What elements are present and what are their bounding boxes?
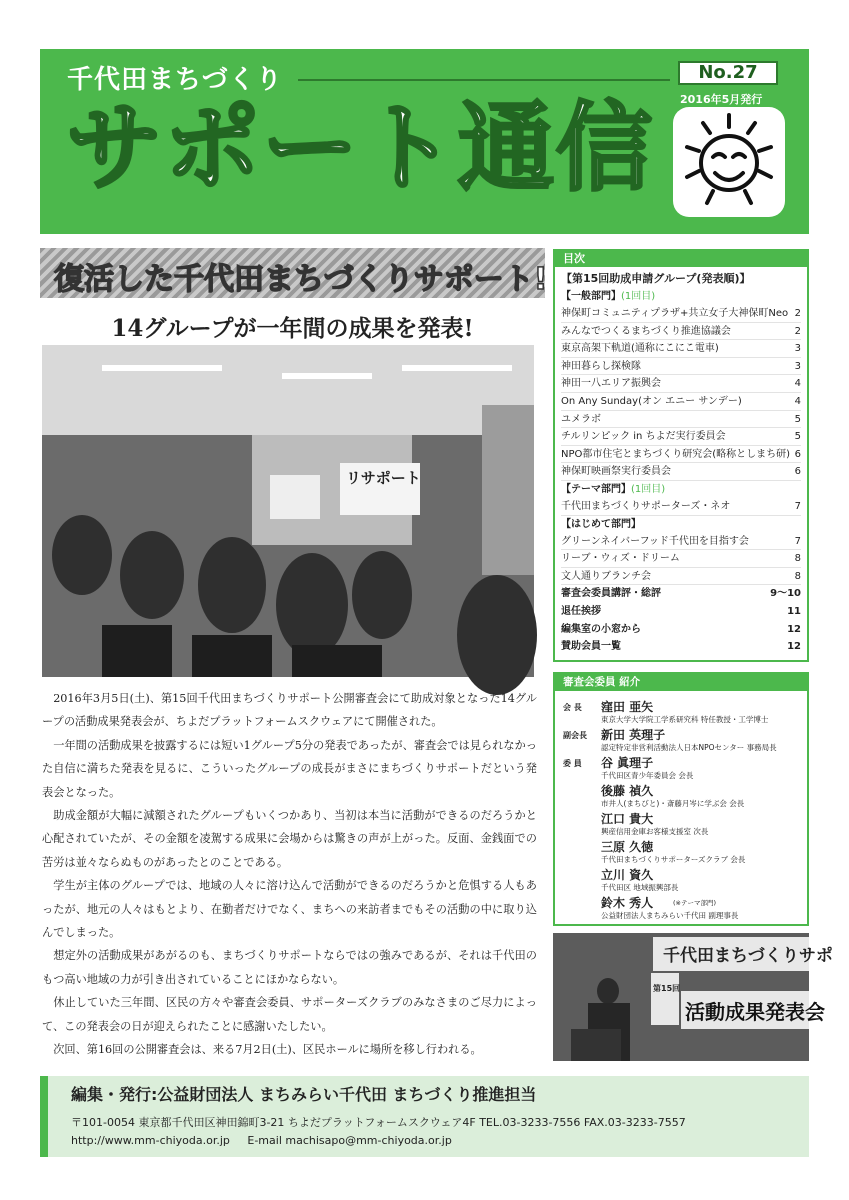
website-link[interactable]: http://www.mm-chiyoda.or.jp — [71, 1134, 230, 1147]
feature-banner — [40, 248, 548, 298]
toc-item-page: 2 — [794, 308, 801, 319]
toc-item[interactable] — [561, 411, 801, 429]
member-affiliation: 千代田区青少年委員会 会長 — [601, 771, 694, 780]
toc-item-page: 7 — [794, 535, 801, 547]
member-affiliation: 興産信用金庫お客様支援室 次長 — [601, 827, 709, 836]
table-of-contents — [553, 249, 809, 662]
toc-item-page: 8 — [794, 570, 801, 582]
toc-item-page: 4 — [794, 395, 801, 407]
toc-item[interactable] — [561, 375, 801, 393]
toc-item-page: 2 — [794, 325, 801, 337]
email-link[interactable]: E-mail machisapo@mm-chiyoda.or.jp — [247, 1134, 452, 1147]
toc-item-name: NPO都市住宅とまちづくり研究会(略称としまち研) — [561, 448, 791, 460]
speaker-scene-illustration — [553, 933, 833, 1061]
toc-item[interactable] — [561, 568, 801, 586]
event-photo — [42, 345, 534, 677]
toc-item[interactable] — [561, 638, 801, 656]
photo-sign-side: 第15回 — [653, 984, 681, 993]
article-paragraph: 学生が主体のグループでは、地域の人々に溶け込んで活動ができるのだろうかと危惧する人もあったが、地元の人々はもとより、在勤者だけでなく、まちへの来訪者までもその活動の中に取り込んでしまった。 — [42, 879, 537, 940]
toc-item-name: 文人通りブランチ会 — [561, 570, 651, 582]
photo-sign-top: 千代田まちづくりサポ — [663, 946, 833, 966]
toc-item-name: 東京高架下軌道(通称にこにこ電車) — [561, 343, 719, 355]
toc-section-first — [561, 516, 801, 533]
member-affiliation: 千代田区 地域振興部長 — [601, 883, 679, 892]
toc-item-name: みんなでつくるまちづくり推進協議会 — [561, 325, 731, 337]
toc-section-label: 【はじめて部門】 — [561, 518, 641, 530]
member-affiliation: 千代田まちづくりサポーターズクラブ 会長 — [601, 855, 746, 864]
toc-item-name: 編集室の小窓から — [561, 623, 641, 635]
toc-item-page: 6 — [794, 466, 801, 478]
toc-section-general — [561, 288, 801, 305]
toc-item[interactable] — [561, 550, 801, 568]
article-paragraph: 次回、第16回の公開審査会は、来る7月2日(土)、区民ホールに場所を移し行われる。 — [53, 1043, 482, 1057]
toc-item[interactable] — [561, 340, 801, 358]
toc-item-page: 5 — [794, 431, 801, 443]
toc-item[interactable] — [561, 585, 801, 603]
issue-number: No.27 — [678, 61, 778, 85]
member-affiliation: 公益財団法人まちみらい千代田 副理事長 — [601, 911, 739, 920]
toc-section-hint: (1回目) — [631, 483, 666, 495]
toc-item-page: 6 — [794, 448, 801, 460]
toc-item[interactable] — [561, 603, 801, 621]
toc-item[interactable] — [561, 463, 801, 481]
toc-item-page: 9〜10 — [770, 588, 801, 600]
toc-heading: 目次 — [555, 251, 807, 267]
member-affiliation: 認定特定非営利活動法人日本NPOセンター 事務局長 — [601, 743, 777, 752]
masthead — [40, 49, 809, 234]
toc-item-page: 3 — [794, 360, 801, 372]
series-name: 千代田まちづくり — [67, 65, 283, 95]
toc-item[interactable] — [561, 446, 801, 464]
toc-item-name: 神保町映画祭実行委員会 — [561, 466, 671, 478]
publisher-footer — [40, 1076, 809, 1157]
toc-section-theme — [561, 481, 801, 498]
member-name: 後藤 禎久 — [601, 784, 654, 798]
feature-subtitle: 14グループが一年間の成果を発表! — [111, 315, 474, 342]
toc-group-title: 【第15回助成申請グループ(発表順)】 — [561, 272, 751, 285]
member-role: 会 長 — [563, 703, 582, 712]
toc-item-page: 12 — [787, 641, 801, 653]
toc-item[interactable] — [561, 323, 801, 341]
presentation-scene-illustration — [42, 345, 534, 677]
toc-item-name: 神田一八エリア振興会 — [561, 378, 661, 390]
toc-section-hint: (1回目) — [621, 291, 656, 302]
article-paragraph: 助成金額が大幅に減額されたグループもいくつかあり、当初は本当に活動ができるのだろうかと心配されていたが、その金額を凌駕する成果に会場からは驚きの声が上がった。反面、金銭面での苦労は並々ならぬものがあったとのことである。 — [42, 809, 537, 869]
toc-section-label: 【一般部門】 — [561, 291, 621, 302]
toc-item-name: チルリンピック in ちよだ実行委員会 — [561, 431, 726, 443]
newsletter-title: サポート通信 — [66, 92, 654, 204]
member-name: 新田 英理子 — [601, 728, 666, 742]
mascot-logo — [673, 107, 785, 217]
article-paragraph: 想定外の活動成果があがるのも、まちづくりサポートならではの強みであるが、それは千代田のもつ高い地域の力が引き出されていることにほかならない。 — [42, 949, 537, 986]
toc-item-page: 5 — [794, 413, 801, 425]
toc-item-name: 神田暮らし探検隊 — [561, 360, 641, 372]
sun-mascot-icon — [673, 107, 785, 217]
member-name: 鈴木 秀人 — [601, 896, 654, 910]
issue-date: 2016年5月発行 — [680, 93, 763, 106]
member-role: 委 員 — [563, 759, 582, 768]
toc-item-name: 神保町コミュニティプラザ+共立女子大神保町Neo — [561, 308, 789, 319]
member-affiliation: 市井人(まちびと)・斎藤月岑に学ぶ会 会長 — [601, 799, 745, 808]
article-paragraph: 2016年3月5日(土)、第15回千代田まちづくりサポート公開審査会にて助成対象となった14グループの活動成果発表会が、ちよだプラットフォームスクウェアにて開催された。 — [42, 692, 537, 729]
toc-item-page: 3 — [794, 343, 801, 355]
committee-members — [553, 672, 809, 926]
feature-headline: 復活した千代田まちづくりサポート! — [54, 262, 548, 297]
toc-item-page: 4 — [794, 378, 801, 390]
toc-item-name: 千代田まちづくりサポーターズ・ネオ — [561, 500, 731, 512]
toc-item-page: 7 — [794, 500, 801, 512]
toc-item-name: 賛助会員一覧 — [561, 641, 621, 653]
member-name: 立川 資久 — [601, 868, 654, 882]
article-body — [42, 687, 537, 1062]
member-name: 江口 貴大 — [601, 812, 654, 826]
toc-item-page: 8 — [794, 553, 801, 565]
toc-item[interactable] — [561, 305, 801, 323]
photo-sign-text: リサポート — [346, 469, 421, 487]
toc-item-name: グリーンネイバーフッド千代田を目指す会 — [561, 535, 749, 547]
toc-item[interactable] — [561, 428, 801, 446]
publisher-address: 〒101-0054 東京都千代田区神田錦町3-21 ちよだプラットフォームスクウェア4F TEL.03-3233-7556 FAX.03-3233-7557 — [71, 1116, 686, 1129]
member-note: (※テーマ部門) — [673, 899, 717, 907]
publisher-title: 編集・発行:公益財団法人 まちみらい千代田 まちづくり推進担当 — [71, 1085, 537, 1104]
toc-item-page: 12 — [787, 623, 801, 635]
toc-item-page: 11 — [787, 605, 801, 617]
member-role: 副会長 — [563, 731, 587, 740]
toc-item-name: 退任挨拶 — [561, 605, 601, 617]
toc-item-name: リーブ・ウィズ・ドリーム — [561, 553, 680, 565]
toc-item[interactable] — [561, 498, 801, 516]
committee-heading: 審査会委員 紹介 — [555, 674, 807, 691]
toc-item-name: 審査会委員講評・総評 — [561, 588, 661, 600]
member-name: 谷 眞理子 — [601, 756, 654, 770]
toc-item[interactable] — [561, 358, 801, 376]
member-affiliation: 東京大学大学院工学系研究科 特任教授・工学博士 — [601, 715, 769, 724]
speaker-photo — [553, 933, 833, 1061]
publisher-contact — [71, 1134, 466, 1147]
toc-item-name: ユメラボ — [561, 413, 601, 425]
toc-item-name: On Any Sunday(オン エニー サンデー) — [561, 395, 742, 407]
toc-item[interactable] — [561, 621, 801, 639]
article-paragraph: 休止していた三年間、区民の方々や審査会委員、サポーターズクラブのみなさまのご尽力によって、この発表会の日が迎えられたことに感謝いたしたい。 — [42, 996, 537, 1033]
toc-item[interactable] — [561, 393, 801, 411]
photo-sign-bottom: 活動成果発表会 — [685, 1000, 825, 1024]
series-rule — [298, 79, 670, 81]
toc-item[interactable] — [561, 533, 801, 551]
member-name: 窪田 亜矢 — [601, 700, 654, 714]
article-paragraph: 一年間の活動成果を披露するには短い1グループ5分の発表であったが、審査会では見られなかった自信に満ちた発表を見るに、こういったグループの成長がまさにまちづくりサポートだという発表会となった。 — [42, 738, 537, 799]
toc-section-label: 【テーマ部門】 — [561, 483, 631, 495]
member-name: 三原 久徳 — [601, 840, 654, 854]
